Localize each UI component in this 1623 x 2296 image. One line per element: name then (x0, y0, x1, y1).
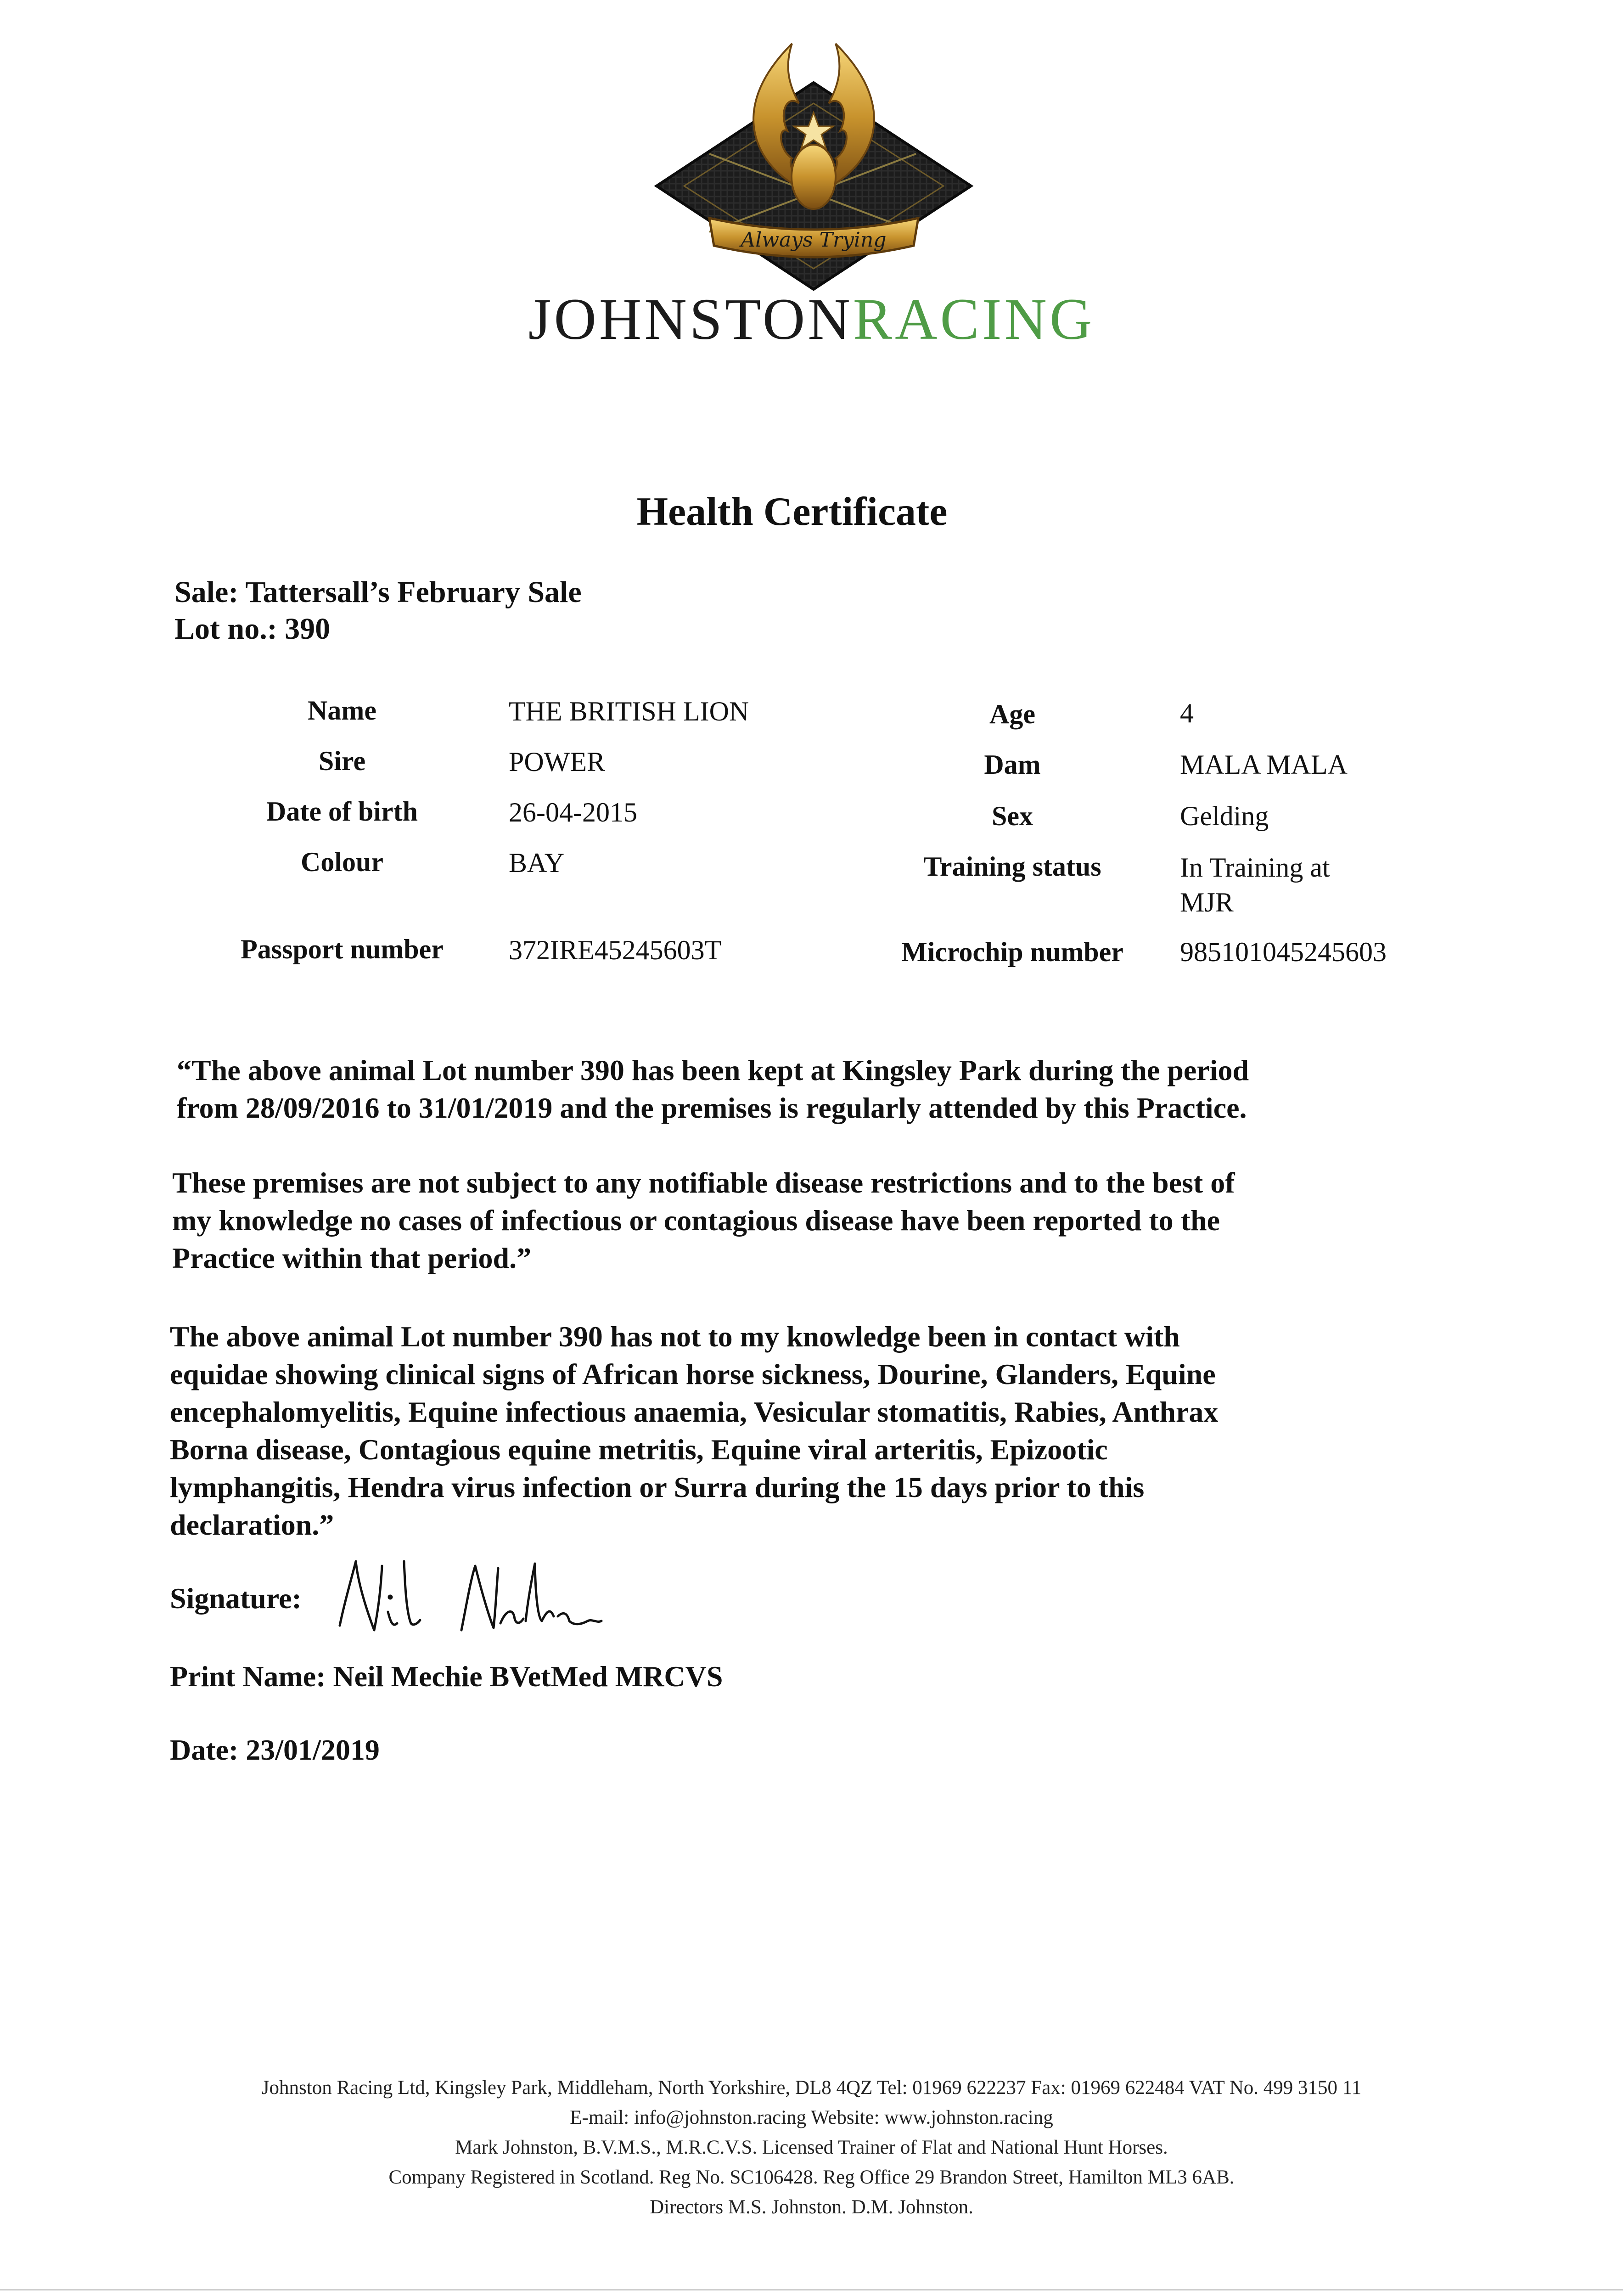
statement-line: Borna disease, Contagious equine metritis, Equine viral arteritis, Epizootic (170, 1433, 1108, 1466)
footer-contact-line: E-mail: info@johnston.racing Website: www.johnston.racing (570, 2107, 1053, 2128)
page-bottom-rule (0, 2289, 1623, 2290)
statement-paragraph-3 (170, 1318, 1218, 1544)
dob-value: 26-04-2015 (509, 797, 637, 827)
sire-value: POWER (509, 747, 605, 777)
age-label: Age (989, 699, 1035, 729)
statement-line: Practice within that period.” (172, 1242, 532, 1274)
statement-line: “The above animal Lot number 390 has been kept at Kingsley Park during the period (177, 1054, 1249, 1086)
microchip-number-value: 985101045245603 (1180, 937, 1387, 967)
footer-registration-line: Company Registered in Scotland. Reg No. SC106428. Reg Office 29 Brandon Street, Hamilton ML3 6AB. (388, 2167, 1235, 2188)
signature-label: Signature: (170, 1582, 302, 1615)
colour-label: Colour (301, 847, 383, 877)
statement-line: from 28/09/2016 to 31/01/2019 and the premises is regularly attended by this Practice. (177, 1092, 1247, 1124)
logo-motto: Always Trying (741, 228, 887, 252)
sex-label: Sex (992, 801, 1033, 831)
statement-line: equidae showing clinical signs of African horse sickness, Dourine, Glanders, Equine (170, 1358, 1216, 1390)
footer-address-line: Johnston Racing Ltd, Kingsley Park, Middleham, North Yorkshire, DL8 4QZ Tel: 01969 622237 Fax: 01969 622484 VAT No. 499 3150 11 (261, 2077, 1362, 2099)
statement-line: declaration.” (170, 1508, 334, 1541)
statement-paragraph-1 (177, 1052, 1249, 1127)
footer-trainer-line: Mark Johnston, B.V.M.S., M.R.C.V.S. Licensed Trainer of Flat and National Hunt Horses. (455, 2137, 1168, 2158)
statement-line: These premises are not subject to any notifiable disease restrictions and to the best of (172, 1166, 1235, 1199)
colour-value: BAY (509, 848, 565, 878)
johnston-racing-logo-emblem (640, 39, 987, 294)
page-title: Health Certificate (636, 490, 948, 534)
microchip-number-label: Microchip number (901, 937, 1123, 967)
statement-line: lymphangitis, Hendra virus infection or Surra during the 15 days prior to this (170, 1471, 1145, 1503)
dam-label: Dam (984, 749, 1041, 780)
dam-value: MALA MALA (1180, 749, 1348, 780)
brand-name-johnston: JOHNSTON (528, 287, 853, 352)
sire-label: Sire (318, 746, 366, 776)
dob-label: Date of birth (266, 796, 418, 827)
sale-line: Sale: Tattersall’s February Sale (174, 575, 582, 609)
training-status-value-line2: MJR (1180, 887, 1234, 917)
sex-value: Gelding (1180, 801, 1269, 831)
passport-number-label: Passport number (241, 934, 444, 964)
signature-date: Date: 23/01/2019 (170, 1733, 380, 1766)
brand-name-racing: RACING (853, 287, 1095, 352)
footer-directors-line: Directors M.S. Johnston. D.M. Johnston. (650, 2196, 973, 2218)
name-label: Name (308, 695, 376, 726)
name-value: THE BRITISH LION (509, 696, 749, 726)
statement-line: The above animal Lot number 390 has not to my knowledge been in contact with (170, 1320, 1180, 1353)
lot-line: Lot no.: 390 (174, 612, 331, 646)
statement-line: encephalomyelitis, Equine infectious anaemia, Vesicular stomatitis, Rabies, Anthrax (170, 1396, 1219, 1428)
print-name: Print Name: Neil Mechie BVetMed MRCVS (170, 1660, 723, 1693)
age-value: 4 (1180, 698, 1194, 728)
statement-line: my knowledge no cases of infectious or contagious disease have been reported to the (172, 1204, 1220, 1237)
training-status-label: Training status (923, 851, 1101, 882)
passport-number-value: 372IRE45245603T (509, 935, 722, 965)
brand-name (459, 285, 1164, 354)
handwritten-signature (331, 1543, 615, 1653)
training-status-value-line1: In Training at (1180, 852, 1330, 883)
statement-paragraph-2 (172, 1164, 1235, 1277)
